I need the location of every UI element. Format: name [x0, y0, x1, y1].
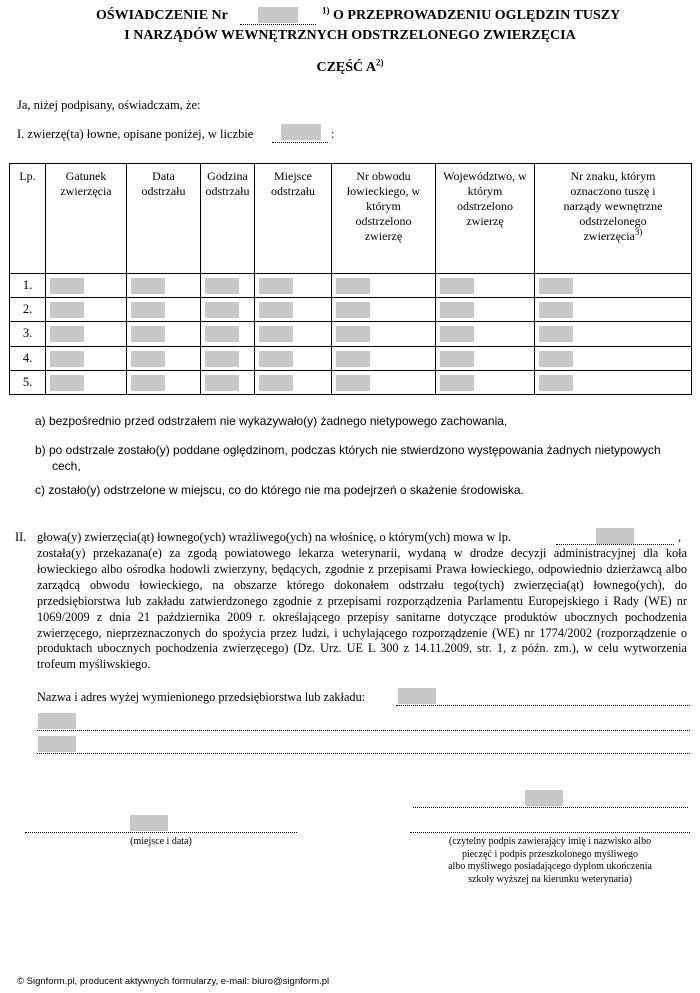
date-field[interactable]	[131, 326, 165, 342]
table-row	[10, 322, 692, 346]
animal-count-field[interactable]	[281, 124, 321, 140]
part-label: CZĘŚĆ A	[316, 60, 377, 75]
row-number: 1.	[10, 274, 46, 298]
hunter-signature-caption: (czytelny podpis zawierający imię i nazwisko albo pieczęć i podpis przeszkolonego myśliwego albo myśliwego posiadającego dyplom ukończenia szkoły wyższej na kierunku weterynaria)	[448, 836, 652, 885]
row-number: 3.	[10, 322, 46, 346]
table-row	[10, 298, 692, 322]
section2-comma: ,	[678, 530, 682, 544]
district-field[interactable]	[336, 351, 370, 367]
footnote-ref-3: 3)	[634, 227, 643, 237]
address-field-3[interactable]	[38, 736, 76, 752]
address-dotline-2	[37, 730, 690, 731]
time-field[interactable]	[205, 302, 239, 318]
row-number: 4.	[10, 346, 46, 370]
footnote-ref-1: 1)	[322, 5, 330, 16]
condition-b-line1: b) po odstrzale zostało(y) poddane oględzinom, podczas których nie stwierdzono występowania żadnych nietypowych	[35, 443, 661, 457]
footnote-ref-2: 2)	[376, 57, 384, 68]
species-field[interactable]	[50, 351, 84, 367]
voivodeship-field[interactable]	[440, 351, 474, 367]
row-number: 5.	[10, 370, 46, 394]
place-field[interactable]	[259, 351, 293, 367]
voivodeship-field[interactable]	[440, 326, 474, 342]
form-title-line1-rest	[322, 5, 621, 24]
address-field-1[interactable]	[398, 688, 436, 704]
time-field[interactable]	[205, 278, 239, 294]
species-field[interactable]	[50, 326, 84, 342]
tag-field[interactable]	[539, 278, 573, 294]
section2-number: II.	[15, 530, 27, 544]
address-label: Nazwa i adres wyżej wymienionego przedsiębiorstwa lub zakładu:	[37, 690, 366, 704]
condition-c: c) zostało(y) odstrzelone w miejscu, co do którego nie ma podejrzeń o skażenie środowiska.	[35, 483, 524, 497]
section2-body: została(y) przekazana(e) za zgodą powiatowego lekarza weterynarii, wydaną w drodze decyzji administracyjnej dla koła łowieckiego albo ośrodka hodowli zwierzyny, będących, zgodnie z przepisami Prawa łowieckiego, odpowiednio dzierżawcą albo zarządcą obwodu łowieckiego, na obszarze którego dokonałem odstrzału tego(tych) zwierzęcia(ąt) łownego(ych), do przedsiębiorstwa lub zakładu zatwierdzonego zgodnie z przepisami rozporządzenia Parlamentu Europejskiego i Rady (WE) nr 1069/2009 z dnia 21 października 2009 r. określającego przepisy sanitarne dotyczące produktów ubocznych pochodzenia zwierzęcego, nieprzeznaczonych do spożycia przez ludzi, i uchylającego rozporządzenie (WE) nr 1774/2002 (rozporządzenie o produktach ubocznych pochodzenia zwierzęcego) (Dz. Urz. UE L 300 z 14.11.2009, str. 1, z późn. zm.), w celu wytworzenia trofeum myśliwskiego.	[37, 546, 687, 672]
table-row	[10, 274, 692, 298]
date-field[interactable]	[131, 351, 165, 367]
date-field[interactable]	[131, 375, 165, 391]
section2-line1: głowa(y) zwierzęcia(ąt) łownego(ych) wrażliwego(ych) na włośnicę, o którym(ych) mowa w lp.	[37, 530, 511, 544]
table-row	[10, 346, 692, 370]
district-field[interactable]	[336, 326, 370, 342]
place-field[interactable]	[259, 326, 293, 342]
header-species: Gatunek zwierzęcia	[46, 164, 127, 274]
section1-colon: :	[331, 127, 335, 141]
species-field[interactable]	[50, 278, 84, 294]
time-field[interactable]	[205, 351, 239, 367]
date-field[interactable]	[131, 278, 165, 294]
title-prefix: OŚWIADCZENIE Nr	[96, 8, 228, 23]
voivodeship-field[interactable]	[440, 278, 474, 294]
table-row	[10, 370, 692, 394]
form-number-field[interactable]	[258, 7, 298, 23]
header-voivodeship: Województwo, w którym odstrzelono zwierzę	[436, 164, 535, 274]
lp-reference-field[interactable]	[596, 528, 634, 544]
place-date-field[interactable]	[130, 815, 168, 831]
place-field[interactable]	[259, 375, 293, 391]
section1-text: I. zwierzę(ta) łowne, opisane poniżej, w liczbie	[17, 127, 254, 141]
species-field[interactable]	[50, 375, 84, 391]
title-suffix: O PRZEPROWADZENIU OGLĘDZIN TUSZY	[333, 8, 621, 23]
address-dotline-3	[37, 753, 690, 754]
intro-text: Ja, niżej podpisany, oświadczam, że:	[17, 98, 201, 112]
voivodeship-field[interactable]	[440, 375, 474, 391]
tag-field[interactable]	[539, 351, 573, 367]
condition-b-line2: cech,	[52, 459, 81, 473]
place-date-caption: (miejsce i data)	[130, 836, 192, 847]
row-number: 2.	[10, 298, 46, 322]
tag-field[interactable]	[539, 326, 573, 342]
place-field[interactable]	[259, 278, 293, 294]
header-lp: Lp.	[10, 164, 46, 274]
signature-dotline	[413, 807, 688, 808]
district-field[interactable]	[336, 302, 370, 318]
form-title-line2: I NARZĄDÓW WEWNĘTRZNYCH ODSTRZELONEGO ZWIERZĘCIA	[124, 28, 576, 43]
footer-copyright: © Signform.pl, producent aktywnych formularzy, e-mail: biuro@signform.pl	[17, 976, 330, 987]
address-field-2[interactable]	[38, 713, 76, 729]
tag-field[interactable]	[539, 375, 573, 391]
animals-table	[9, 163, 692, 395]
form-number-dotline	[240, 24, 316, 25]
time-field[interactable]	[205, 326, 239, 342]
header-tag-number: Nr znaku, którym oznaczono tuszę i narządy wewnętrzne odstrzelonego zwierzęcia$^{3)}$	[535, 164, 692, 274]
header-place: Miejsce odstrzału	[255, 164, 332, 274]
place-date-dotline	[25, 832, 297, 833]
district-field[interactable]	[336, 278, 370, 294]
form-title-line1	[96, 8, 228, 24]
animal-count-dotline	[272, 142, 328, 143]
signature-dotline-2	[410, 832, 690, 833]
lp-ref-dotline	[556, 544, 674, 545]
district-field[interactable]	[336, 375, 370, 391]
tag-field[interactable]	[539, 302, 573, 318]
header-hunting-district: Nr obwodu łowieckiego, w którym odstrzelono zwierzę	[332, 164, 436, 274]
table-header-row	[10, 164, 692, 274]
signature-field[interactable]	[525, 790, 563, 806]
species-field[interactable]	[50, 302, 84, 318]
header-date: Data odstrzału	[127, 164, 201, 274]
condition-a: a) bezpośrednio przed odstrzałem nie wykazywało(y) żadnego nietypowego zachowania,	[35, 414, 508, 428]
voivodeship-field[interactable]	[440, 302, 474, 318]
place-field[interactable]	[259, 302, 293, 318]
part-heading	[0, 57, 700, 76]
header-time: Godzina odstrzału	[201, 164, 255, 274]
date-field[interactable]	[131, 302, 165, 318]
time-field[interactable]	[205, 375, 239, 391]
address-dotline-1	[396, 705, 690, 706]
